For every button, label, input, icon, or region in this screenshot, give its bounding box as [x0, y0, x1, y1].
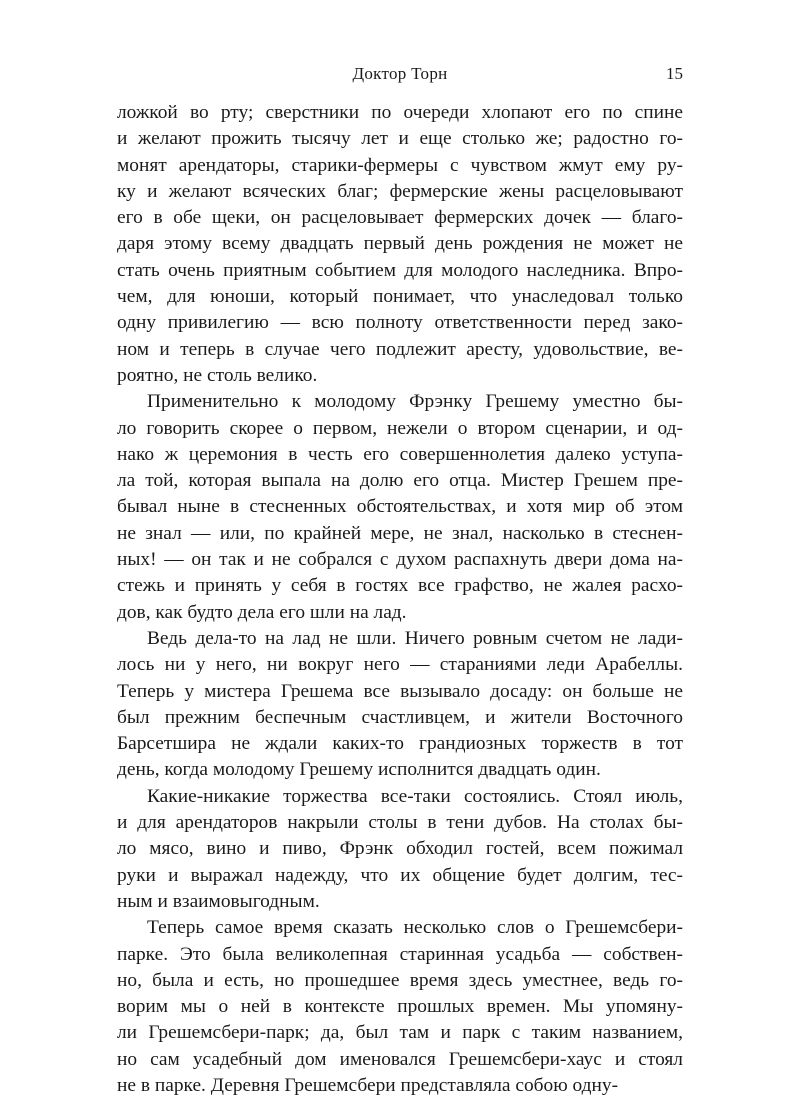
body-text	[117, 100, 683, 1099]
text-line: Теперь у мистера Грешема все вызывало досаду: он больше не	[117, 680, 683, 702]
text-line: но сам усадебный дом именовался Грешемсбери-хаус и стоял	[117, 1048, 683, 1070]
text-line: не знал — или, по крайней мере, не знал, насколько в стеснен-	[117, 522, 683, 544]
text-line: не в парке. Деревня Грешемсбери представляла собою одну-	[117, 1074, 619, 1096]
text-line: нако ж церемония в честь его совершеннолетия далеко уступа-	[117, 443, 683, 465]
text-line: лось ни у него, ни вокруг него — стараниями леди Арабеллы.	[117, 654, 683, 676]
text-line: Теперь самое время сказать несколько слов о Грешемсбери-	[147, 917, 683, 939]
text-line: но, была и есть, но прошедшее время здесь уместнее, ведь го-	[117, 969, 683, 991]
text-line: парке. Это была великолепная старинная усадьба — собствен-	[117, 943, 683, 965]
text-line: ложкой во рту; сверстники по очереди хлопают его по спине	[117, 102, 683, 123]
text-line: стать очень приятным событием для молодого наследника. Впро-	[117, 259, 683, 281]
text-line: ло мясо, вино и пиво, Фрэнк обходил гостей, всем пожимал	[117, 838, 683, 860]
paragraph	[117, 100, 683, 389]
text-line: был прежним беспечным счастливцем, и жители Восточного	[117, 706, 683, 728]
text-line: ла той, которая выпала на долю его отца. Мистер Грешем пре-	[117, 470, 683, 492]
text-line: ворим мы о ней в контексте прошлых времен. Мы упомяну-	[117, 996, 683, 1018]
text-line: чем, для юноши, который понимает, что унаследовал только	[117, 286, 683, 308]
text-line: Применительно к молодому Фрэнку Грешему уместно бы-	[147, 391, 683, 413]
text-line: даря этому всему двадцать первый день рождения не может не	[117, 233, 683, 255]
paragraph	[117, 626, 683, 784]
text-line: одну привилегию — всю полноту ответственности перед зако-	[117, 312, 683, 334]
text-line: роятно, не столь велико.	[117, 364, 318, 386]
text-line: Барсетшира не ждали каких-то грандиозных торжеств в тот	[117, 733, 683, 755]
page-number: 15	[666, 64, 683, 83]
text-line: день, когда молодому Грешему исполнится двадцать один.	[117, 759, 601, 781]
running-header	[117, 64, 683, 88]
text-line: Ведь дела-то на лад не шли. Ничего ровным счетом не лади-	[147, 627, 683, 649]
text-line: руки и выражал надежду, что их общение будет долгим, тес-	[117, 864, 683, 886]
text-line: дов, как будто дела его шли на лад.	[117, 601, 407, 623]
text-line: ли Грешемсбери-парк; да, был там и парк с таким названием,	[117, 1022, 683, 1044]
text-line: и для арендаторов накрыли столы в тени дубов. На столах бы-	[117, 812, 683, 834]
text-line: Какие-никакие торжества все-таки состоялись. Стоял июль,	[147, 785, 683, 807]
text-line: ном и теперь в случае чего подлежит аресту, удовольствие, ве-	[117, 338, 683, 360]
text-line: ло говорить скорее о первом, нежели о втором сценарии, и од-	[117, 417, 683, 439]
text-line: монят арендаторы, старики-фермеры с чувством жмут ему ру-	[117, 154, 683, 176]
text-line: стежь и принять у себя в гостях все графство, не жалея расхо-	[117, 575, 683, 597]
text-line: его в обе щеки, он расцеловывает фермерских дочек — благо-	[117, 207, 683, 229]
text-line: и желают прожить тысячу лет и еще столько же; радостно го-	[117, 128, 683, 150]
text-line: бывал ныне в стесненных обстоятельствах, и хотя мир об этом	[117, 496, 683, 518]
text-line: ку и желают всяческих благ; фермерские жены расцеловывают	[117, 180, 683, 202]
paragraph	[117, 784, 683, 915]
paragraph	[117, 915, 683, 1099]
text-line: ных! — он так и не собрался с духом распахнуть двери дома на-	[117, 549, 683, 571]
text-line: ным и взаимовыгодным.	[117, 890, 320, 912]
paragraph	[117, 389, 683, 626]
running-title: Доктор Торн	[352, 64, 448, 83]
